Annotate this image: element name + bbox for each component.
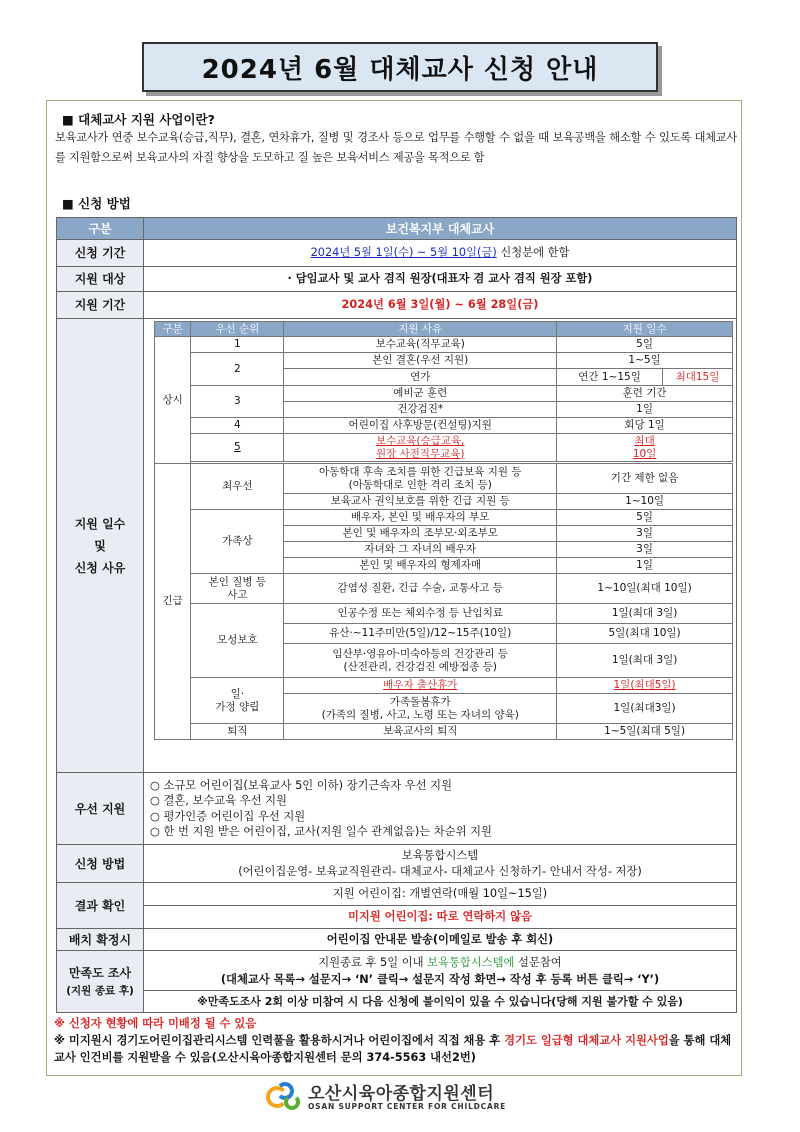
- reason-infertility: 인공수정 또는 체외수정 등 난임치료: [284, 604, 557, 624]
- inner-header-category: 구분: [155, 322, 191, 337]
- days-miscarriage: 5일(최대 10일): [557, 624, 733, 644]
- reason-annual-leave: 연가: [284, 369, 557, 386]
- rank-2: 2: [191, 353, 284, 386]
- page-title: [142, 42, 658, 92]
- days-illness: 1~10일(최대 10일): [557, 574, 733, 604]
- bereavement-label: 가족상: [191, 510, 284, 574]
- days-family-care: 1일(최대3일): [557, 694, 733, 724]
- result-label: 결과 확인: [57, 883, 144, 929]
- days-retirement: 1~5일(최대 5일): [557, 724, 733, 740]
- work-family-line1: 일·: [230, 688, 245, 700]
- survey-label: [57, 951, 144, 1013]
- method-line2: (어린이집운영- 보육교직원관리- 대체교사- 대체교사 신청하기- 안내서 작성- 저장): [238, 864, 642, 878]
- priority-item: ○ 결혼, 보수교육 우선 지원: [150, 794, 287, 807]
- method-line1: 보육통합시스템: [401, 848, 479, 862]
- priority-list: [144, 773, 737, 845]
- reason-family-care: [284, 694, 557, 724]
- days-teacher-rights: 1~10일: [557, 494, 733, 510]
- reason-promotion-line1: 보수교육(승급교육,: [375, 435, 465, 447]
- logo-english: OSAN SUPPORT CENTER FOR CHILDCARE: [308, 1102, 507, 1111]
- col-header-program: 보건복지부 대체교사: [144, 218, 737, 240]
- survey-system-name: 보육통합시스템에: [427, 955, 515, 969]
- rank-1: 1: [191, 337, 284, 353]
- days-health-check: 1일: [557, 402, 733, 418]
- note-alternative-program: 경기도 일급형 대체교사 지원사업: [504, 1034, 669, 1047]
- assign-value: 어린이집 안내문 발송(이메일로 발송 후 회신): [144, 929, 737, 951]
- result-line2: 미지원 어린이집: 따로 연락하지 않음: [348, 910, 532, 923]
- reason-miscarriage: 유산·~11주미만(5일)/12~15주(10일): [284, 624, 557, 644]
- survey-line2: (대체교사 목록→ 설문지→ ‘N’ 클릭→ 설문지 작성 화면→ 작성 후 등록 버튼 클릭→ ‘Y’): [220, 972, 660, 986]
- days-child-abuse: 기간 제한 없음: [557, 464, 733, 494]
- rank-3: 3: [191, 386, 284, 418]
- rank-5: 5: [191, 434, 284, 462]
- reason-family-care-line1: 가족돌봄휴가: [389, 696, 451, 708]
- reason-illness: 감염성 질환, 긴급 수술, 교통사고 등: [284, 574, 557, 604]
- urgent-label: 긴급: [155, 464, 191, 740]
- survey-label-line2: (지원 종료 후): [66, 984, 134, 997]
- days-label-line3: 신청 사유: [74, 560, 126, 575]
- reason-reserve-training: 예비군 훈련: [284, 386, 557, 402]
- illness-label-line2: 사고: [227, 588, 248, 601]
- reason-child-abuse: [284, 464, 557, 494]
- center-logo: [262, 1078, 542, 1118]
- reason-prenatal-care: [284, 644, 557, 678]
- days-infertility: 1일(최대 3일): [557, 604, 733, 624]
- reason-child-abuse-line2: (아동학대로 인한 격리 조치 등): [348, 478, 492, 491]
- days-label-line2: 및: [94, 538, 106, 553]
- rank-4: 4: [191, 418, 284, 434]
- reason-prenatal-line1: 임산부·영유아·미숙아등의 건강관리 등: [332, 648, 509, 660]
- survey-cell: [144, 951, 737, 1013]
- intro-heading: ■ 대체교사 지원 사업이란?: [62, 112, 215, 127]
- note-alternative-c: 을 통해 대체교사 인건비를 지원받을 수 있음(오산시육아종합지원센터 문의 374-5563 내선2번): [54, 1034, 732, 1064]
- support-period-value: 2024년 6월 3일(월) ~ 6월 28일(금): [144, 292, 737, 319]
- page-title-text: 2024년 6월 대체교사 신청 안내: [201, 54, 599, 85]
- days-training: 5일: [557, 337, 733, 353]
- reason-paternity-leave: 배우자 출산휴가: [284, 678, 557, 694]
- survey-warning: ※만족도조사 2회 이상 미참여 시 다음 신청에 불이익이 있을 수 있습니다(당해 지원 불가할 수 있음): [197, 994, 683, 1008]
- days-bereavement-grandparents: 3일: [557, 526, 733, 542]
- retirement-label: 퇴직: [191, 724, 284, 740]
- reason-family-care-line2: (가족의 질병, 사고, 노령 또는 자녀의 양육): [321, 708, 519, 721]
- reason-bereavement-grandparents: 본인 및 배우자의 조부모·외조부모: [284, 526, 557, 542]
- days-marriage: 1~5일: [557, 353, 733, 369]
- survey-label-line1: 만족도 조사: [68, 965, 132, 980]
- col-header-category: 구분: [57, 218, 144, 240]
- survey-line1c: 설문참여: [514, 955, 562, 969]
- reason-training: 보수교육(직무교육): [284, 337, 557, 353]
- apply-period-label: 신청 기간: [57, 240, 144, 267]
- apply-period-value: 2024년 5월 1일(수) ~ 5월 10일(금): [310, 246, 497, 259]
- support-days-table: [154, 321, 733, 740]
- result-line1: 지원 어린이집: 개별연락(매월 10일~15일): [144, 883, 736, 906]
- days-reason-cell: [144, 319, 737, 773]
- method-label: 신청 방법: [57, 845, 144, 883]
- support-period-label: 지원 기간: [57, 292, 144, 319]
- days-reason-label: [57, 319, 144, 773]
- apply-period-cell: [144, 240, 737, 267]
- inner-header-reason: 지원 사유: [284, 322, 557, 337]
- reason-retirement: 보육교사의 퇴직: [284, 724, 557, 740]
- reason-marriage: 본인 결혼(우선 지원): [284, 353, 557, 369]
- survey-line1a: 지원종료 후 5일 이내: [318, 955, 428, 969]
- logo-green-arc: [284, 1094, 300, 1110]
- work-family-line2: 가정 양립: [215, 700, 260, 713]
- reason-bereavement-siblings: 본인 및 배우자의 형제자매: [284, 558, 557, 574]
- intro-body: 보육교사가 연중 보수교육(승급,직무), 결혼, 연차휴가, 질병 및 경조사 등으로 업무를 수행할 수 없을 때 보육공백을 해소할 수 있도록 대체교사를 지원함으로써 보육교사의 자질 향상을 도모하고 질 높은 보육서비스 제공을 목적으로 함: [55, 131, 737, 164]
- days-consulting: 회당 1일: [557, 418, 733, 434]
- regular-label: 상시: [155, 337, 191, 464]
- inner-header-days: 지원 일수: [557, 322, 733, 337]
- reason-child-abuse-line1: 아동학대 후속 조치를 위한 긴급보육 지원 등: [318, 466, 522, 478]
- note-alternative-a: ※ 미지원시 경기도어린이집관리시스템 인력풀을 활용하시거나 어린이집에서 직접 채용 후: [54, 1034, 505, 1047]
- result-cell: [144, 883, 737, 929]
- note-unassigned: ※ 신청자 현황에 따라 미배정 될 수 있음: [54, 1017, 257, 1030]
- top-priority-label: 최우선: [191, 464, 284, 510]
- illness-label-line1: 본인 질병 등: [208, 576, 267, 588]
- reason-bereavement-children: 자녀와 그 자녀의 배우자: [284, 542, 557, 558]
- reason-teacher-rights: 보육교사 권익보호를 위한 긴급 지원 등: [284, 494, 557, 510]
- reason-prenatal-line2: (산전관리, 건강검진 예방접종 등): [343, 660, 497, 673]
- survey-instructions: [144, 951, 736, 991]
- reason-promotion-line2: 원장 사전직무교육): [375, 447, 465, 460]
- days-prenatal-care: 1일(최대 3일): [557, 644, 733, 678]
- priority-item: ○ 한 번 지원 받은 어린이집, 교사(지원 일수 관계없음)는 차순위 지원: [150, 825, 492, 838]
- application-table: [56, 217, 737, 1013]
- illness-label: [191, 574, 284, 604]
- days-bereavement-parents: 5일: [557, 510, 733, 526]
- logo-name: 오산시육아종합지원센터: [308, 1084, 495, 1104]
- days-annual-leave: [557, 369, 733, 386]
- priority-item: ○ 소규모 어린이집(보육교사 5인 이하) 장기근속자 우선 지원: [150, 778, 452, 792]
- apply-period-suffix: 신청분에 한함: [496, 246, 570, 259]
- annual-leave-max: 최대15일: [662, 369, 732, 385]
- priority-item: ○ 평가인증 어린이집 우선 지원: [150, 809, 306, 823]
- days-reserve-training: 훈련 기간: [557, 386, 733, 402]
- days-paternity-leave: 1일(최대5일): [557, 678, 733, 694]
- note-alternative: [54, 1032, 738, 1066]
- work-family-label: [191, 678, 284, 724]
- target-value: · 담임교사 및 교사 겸직 원장(대표자 겸 교사 겸직 원장 포함): [144, 267, 737, 292]
- inner-header-rank: 우선 순위: [191, 322, 284, 337]
- assign-label: 배치 확정시: [57, 929, 144, 951]
- annual-leave-range: 연간 1~15일: [578, 370, 641, 383]
- method-cell: [144, 845, 737, 883]
- days-label-line1: 지원 일수: [74, 516, 126, 531]
- priority-label: 우선 지원: [57, 773, 144, 845]
- method-heading: ■ 신청 방법: [62, 196, 131, 211]
- days-promotion-training: [557, 434, 733, 462]
- days-promotion-line1: 최대: [634, 435, 655, 447]
- reason-consulting: 어린이집 사후방문(컨설팅)지원: [284, 418, 557, 434]
- days-bereavement-children: 3일: [557, 542, 733, 558]
- survey-line1: [318, 954, 561, 971]
- days-bereavement-siblings: 1일: [557, 558, 733, 574]
- reason-bereavement-parents: 배우자, 본인 및 배우자의 부모: [284, 510, 557, 526]
- target-label: 지원 대상: [57, 267, 144, 292]
- days-promotion-line2: 10일: [632, 447, 657, 460]
- maternity-label: 모성보호: [191, 604, 284, 678]
- reason-promotion-training: [284, 434, 557, 462]
- reason-health-check: 건강검진*: [284, 402, 557, 418]
